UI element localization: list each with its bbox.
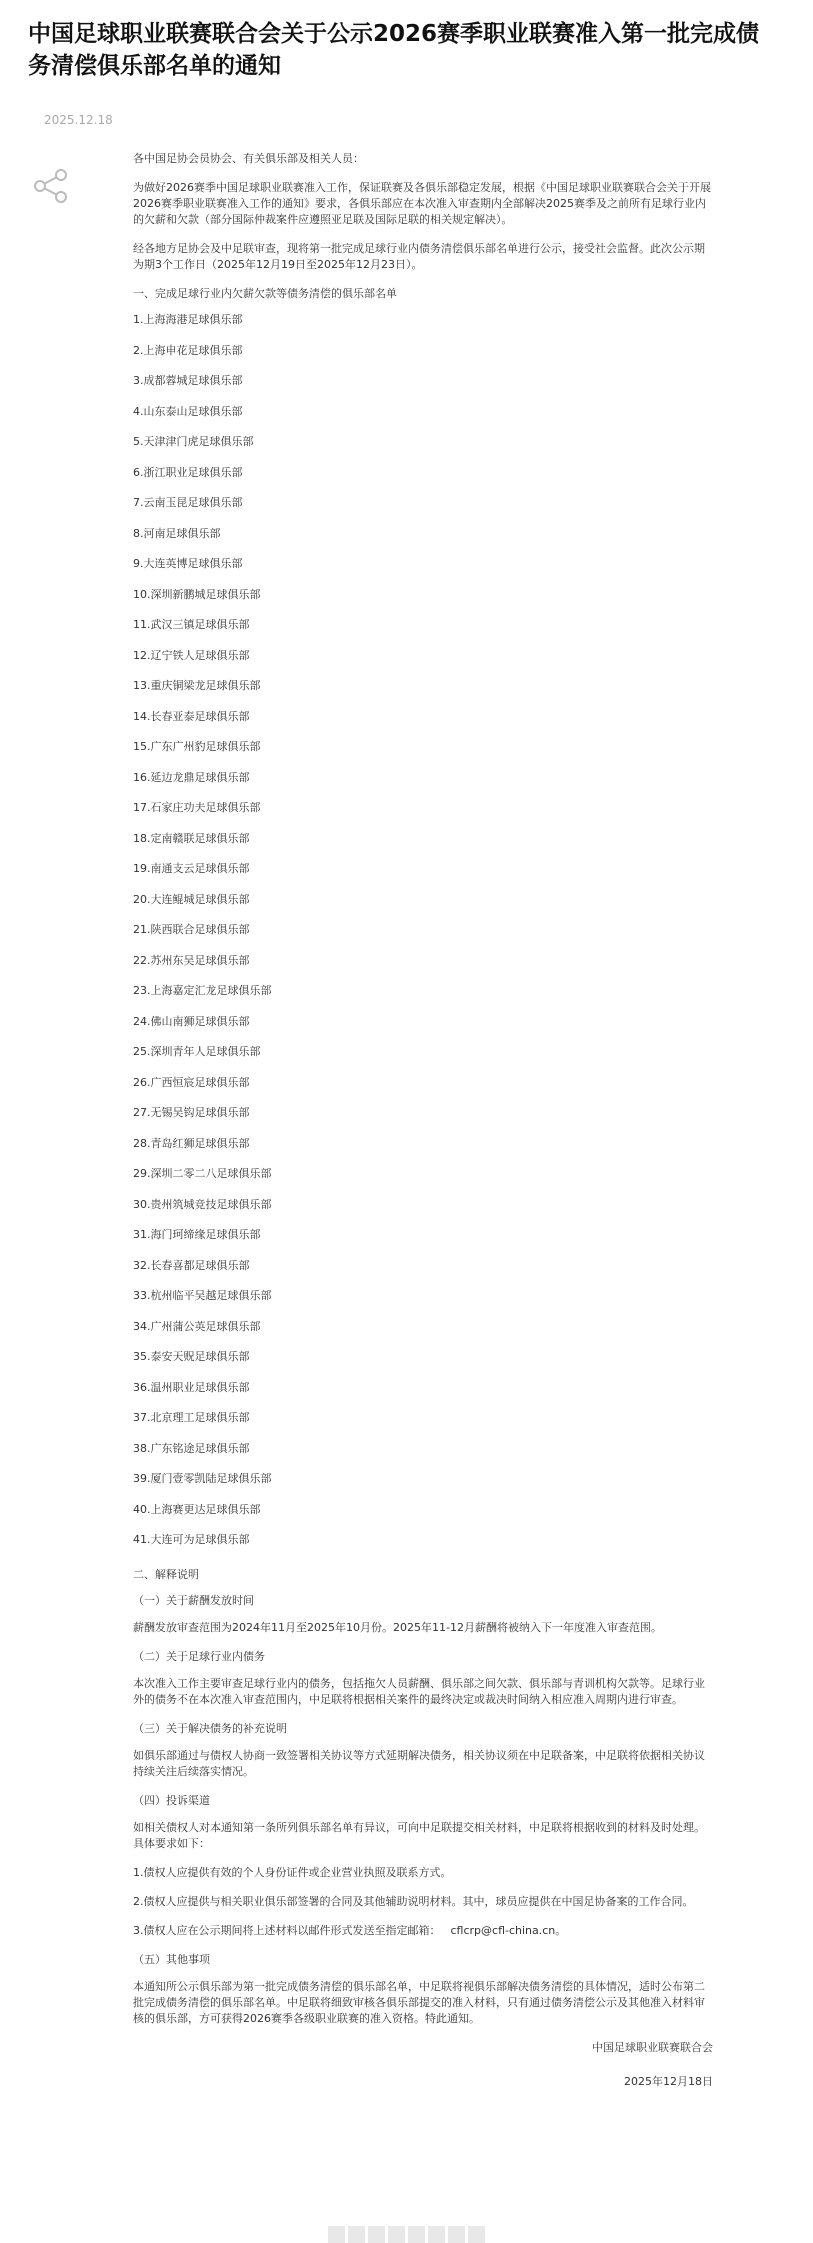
club-list-item: 10.深圳新鹏城足球俱乐部 [133, 587, 261, 601]
intro-paragraph: 为做好2026赛季中国足球职业联赛准入工作，保证联赛及各俱乐部稳定发展，根据《中国足球职业联赛联合会关于开展2026赛季职业联赛准入工作的通知》要求，各俱乐部应在本次准入审查期内全部解决2025赛季及之前所有足球行业内的欠薪和欠款（部分国际仲裁案件应遵照亚足联及国际足联的相关规定解决）。 [133, 181, 711, 226]
subsection-4-text: 如相关债权人对本通知第一条所列俱乐部名单有异议，可向中足联提交相关材料，中足联将根据收到的材料及时处理。具体要求如下： [133, 1820, 705, 1850]
footer-block [468, 2226, 485, 2243]
club-list-item: 33.杭州临平吴越足球俱乐部 [133, 1289, 272, 1302]
club-list-item: 22.苏州东吴足球俱乐部 [133, 953, 250, 967]
club-list-item: 13.重庆铜梁龙足球俱乐部 [133, 679, 261, 692]
subsection-5-text: 本通知所公示俱乐部为第一批完成债务清偿的俱乐部名单，中足联将视俱乐部解决债务清偿的具体情况，适时公布第二批完成债务清偿的俱乐部名单。中足联将细致审核各俱乐部提交的准入材料，只有通过债务清偿公示及其他准入材料审核的俱乐部，方可获得2026赛季各级职业联赛的准入资格。特此通知。 [133, 1979, 705, 2025]
club-list-item: 25.深圳青年人足球俱乐部 [133, 1045, 261, 1058]
section-1-heading: 一、完成足球行业内欠薪欠款等债务清偿的俱乐部名单 [133, 287, 397, 300]
club-list-item: 5.天津津门虎足球俱乐部 [133, 435, 254, 448]
club-list-item: 19.南通支云足球俱乐部 [133, 862, 250, 875]
signature-date: 2025年12月18日 [624, 2074, 713, 2088]
requirement-3 [133, 1923, 713, 1939]
subsection-3-heading: （三）关于解决债务的补充说明 [133, 1721, 287, 1735]
complaint-email: cflcrp@cfl-china.cn。 [450, 1923, 567, 1937]
share-icon[interactable] [30, 165, 72, 207]
club-list-item: 40.上海赛更达足球俱乐部 [133, 1502, 261, 1516]
club-list-item: 8.河南足球俱乐部 [133, 526, 221, 540]
club-list-item: 18.定南赣联足球俱乐部 [133, 831, 250, 845]
club-list-item: 23.上海嘉定汇龙足球俱乐部 [133, 984, 272, 997]
club-list-item: 35.泰安天贶足球俱乐部 [133, 1350, 250, 1363]
club-list-item: 14.长春亚泰足球俱乐部 [133, 709, 250, 723]
footer-block [348, 2226, 365, 2243]
subsection-4-heading: （四）投诉渠道 [133, 1793, 210, 1807]
subsection-3-text: 如俱乐部通过与债权人协商一致签署相关协议等方式延期解决债务，相关协议须在中足联备案，中足联将依据相关协议持续关注后续落实情况。 [133, 1748, 705, 1778]
club-list-item: 41.大连可为足球俱乐部 [133, 1533, 250, 1546]
article-title: 中国足球职业联赛联合会关于公示2026赛季职业联赛准入第一批完成债务清偿俱乐部名单的通知 [28, 21, 760, 79]
article-body [133, 151, 713, 2090]
club-list-item: 31.海门珂缔缘足球俱乐部 [133, 1228, 261, 1241]
subsection-2-heading: （二）关于足球行业内债务 [133, 1649, 265, 1663]
review-paragraph: 经各地方足协会及中足联审查，现将第一批完成足球行业内债务清偿俱乐部名单进行公示，接受社会监督。此次公示期为期3个工作日（2025年12月19日至2025年12月23日）。 [133, 242, 705, 271]
club-list-item: 1.上海海港足球俱乐部 [133, 313, 243, 326]
club-list-item: 17.石家庄功夫足球俱乐部 [133, 801, 261, 814]
subsection-1-heading: （一）关于薪酬发放时间 [133, 1593, 254, 1607]
club-list-item: 39.厦门壹零凯陆足球俱乐部 [133, 1472, 272, 1485]
footer-placeholder-bar [0, 2226, 813, 2243]
club-list-item: 3.成都蓉城足球俱乐部 [133, 374, 243, 387]
footer-block [448, 2226, 465, 2243]
club-list-item: 7.云南玉昆足球俱乐部 [133, 496, 243, 509]
subsection-5-heading: （五）其他事项 [133, 1952, 210, 1966]
club-list-item: 34.广州蒲公英足球俱乐部 [133, 1319, 261, 1333]
club-list-item: 29.深圳二零二八足球俱乐部 [133, 1167, 272, 1180]
club-list-item: 21.陕西联合足球俱乐部 [133, 923, 250, 936]
club-list-item: 28.青岛红狮足球俱乐部 [133, 1136, 250, 1150]
club-list-item: 11.武汉三镇足球俱乐部 [133, 618, 250, 631]
club-list-item: 27.无锡吴钩足球俱乐部 [133, 1106, 250, 1119]
club-list-item: 2.上海申花足球俱乐部 [133, 343, 243, 357]
club-list-item: 15.广东广州豹足球俱乐部 [133, 740, 261, 753]
club-list-item: 37.北京理工足球俱乐部 [133, 1411, 250, 1424]
club-list-item: 30.贵州筑城竞技足球俱乐部 [133, 1197, 272, 1211]
section-2-heading: 二、解释说明 [133, 1567, 199, 1581]
requirement-2: 2.债权人应提供与相关职业俱乐部签署的合同及其他辅助说明材料。其中，球员应提供在中国足协备案的工作合同。 [133, 1894, 694, 1908]
subsection-2-text: 本次准入工作主要审查足球行业内的债务，包括拖欠人员薪酬、俱乐部之间欠款、俱乐部与青训机构欠款等。足球行业外的债务不在本次准入审查范围内，中足联将根据相关案件的最终决定或裁决时间纳入相应准入周期内进行审查。 [133, 1676, 705, 1706]
club-list-item: 38.广东铭途足球俱乐部 [133, 1441, 250, 1455]
footer-block [428, 2226, 445, 2243]
footer-block [328, 2226, 345, 2243]
club-list-item: 4.山东泰山足球俱乐部 [133, 404, 243, 418]
club-list-item: 9.大连英博足球俱乐部 [133, 557, 243, 570]
club-list-item: 24.佛山南狮足球俱乐部 [133, 1014, 250, 1028]
requirement-1: 1.债权人应提供有效的个人身份证件或企业营业执照及联系方式。 [133, 1865, 452, 1879]
footer-block [368, 2226, 385, 2243]
requirement-3-text: 3.债权人应在公示期间将上述材料以邮件形式发送至指定邮箱： [133, 1923, 441, 1937]
club-list-item: 12.辽宁铁人足球俱乐部 [133, 648, 250, 662]
club-list-item: 36.温州职业足球俱乐部 [133, 1380, 250, 1394]
club-list [133, 312, 713, 1563]
subsection-1-text: 薪酬发放审查范围为2024年11月至2025年10月份。2025年11-12月薪酬将被纳入下一年度准入审查范围。 [133, 1620, 662, 1634]
club-list-item: 16.延边龙鼎足球俱乐部 [133, 770, 250, 784]
club-list-item: 32.长春喜都足球俱乐部 [133, 1258, 250, 1272]
publish-date: 2025.12.18 [44, 113, 113, 127]
club-list-item: 26.广西恒宸足球俱乐部 [133, 1075, 250, 1089]
signature: 中国足球职业联赛联合会 [592, 2040, 713, 2054]
club-list-item: 6.浙江职业足球俱乐部 [133, 465, 243, 479]
club-list-item: 20.大连鲲城足球俱乐部 [133, 892, 250, 906]
greeting: 各中国足协会员协会、有关俱乐部及相关人员： [133, 152, 364, 165]
footer-block [388, 2226, 405, 2243]
footer-block [408, 2226, 425, 2243]
